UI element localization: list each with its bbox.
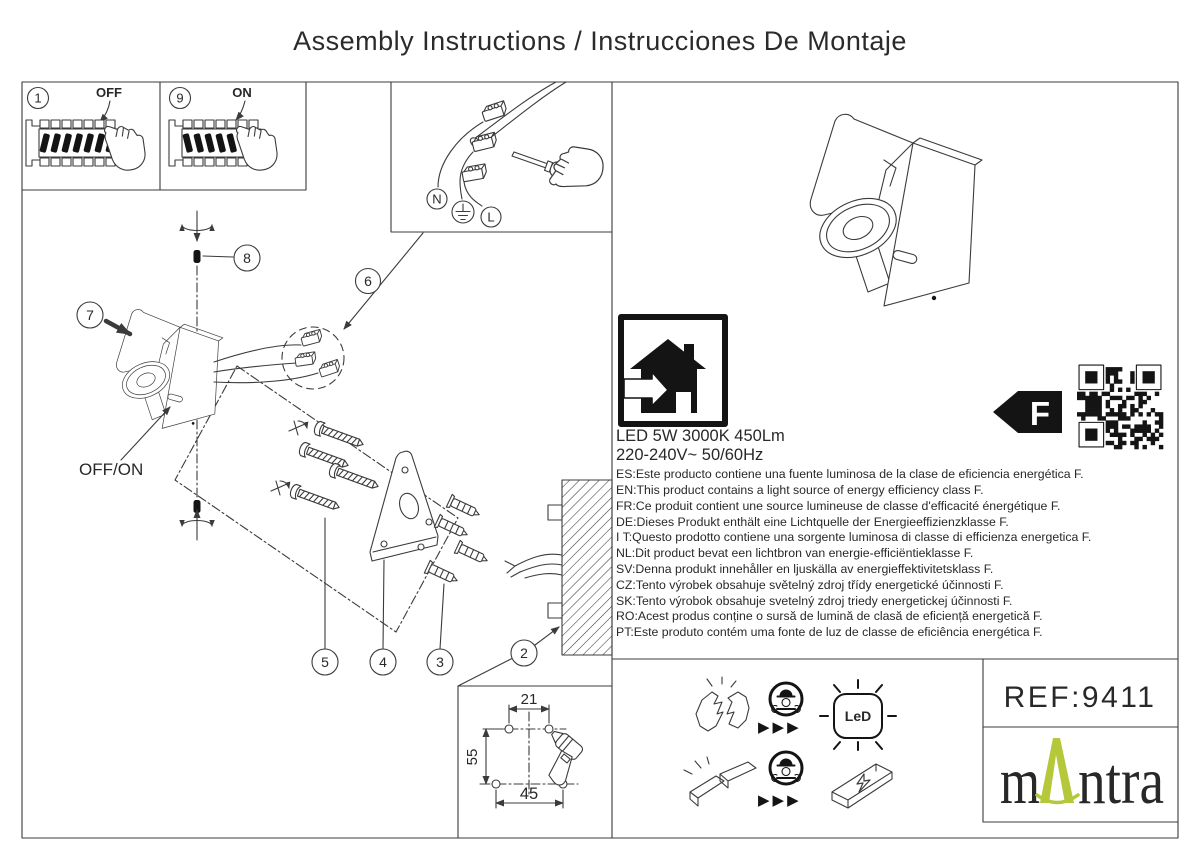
dim-top-width: 21 — [520, 691, 538, 708]
energy-class-letter: F — [1029, 395, 1051, 432]
holding-hand-icon — [547, 144, 605, 188]
product-drawing — [810, 114, 982, 306]
breaker-row-off-icon — [26, 120, 118, 166]
breaker-on-panel — [169, 85, 284, 175]
qr-code — [1077, 365, 1163, 449]
brand-right: ntra — [1078, 745, 1164, 818]
lang-ro: RO:Acest produs conține o sursă de lumină de clasă de eficiență energetică F. — [616, 609, 1043, 623]
set-screw-bottom — [182, 420, 212, 540]
lang-cz: CZ:Tento výrobek obsahuje světelný zdroj třídy energetické účinnosti F. — [616, 578, 1004, 592]
page-title: Assembly Instructions / Instrucciones De Montaje — [293, 26, 907, 56]
frame-lines — [22, 82, 1178, 838]
lang-it: I T:Questo prodotto contiene una sorgente luminosa di classe di efficienza energetica F. — [616, 530, 1092, 544]
neutral-terminal-label: N — [432, 191, 442, 207]
service-icons-row-1 — [696, 677, 896, 750]
breaker-off-label: OFF — [96, 85, 122, 100]
wall-section — [505, 480, 612, 655]
callout-7: 7 — [86, 307, 94, 323]
lamp-spec: LED 5W 3000K 450Lm — [616, 427, 785, 445]
lang-fr: FR:Ce produit contient une source lumineuse de classe d'efficacité énergétique F. — [616, 499, 1061, 513]
broken-driver-icon — [684, 757, 756, 806]
drill-template — [464, 691, 589, 808]
technician-icon — [770, 752, 802, 784]
led-lamp-icon — [820, 680, 896, 750]
brand-caret-icon — [1040, 738, 1074, 803]
callout-5: 5 — [321, 654, 329, 670]
energy-class-arrow — [993, 391, 1062, 433]
dim-bottom-width: 45 — [519, 785, 539, 803]
brand-logo — [1000, 738, 1164, 818]
power-spec: 220-240V~ 50/60Hz — [616, 446, 764, 464]
technician-icon — [770, 683, 802, 715]
service-icons-row-2 — [684, 752, 892, 809]
callout-3: 3 — [436, 654, 444, 670]
led-lamp-label: LeD — [844, 708, 872, 724]
lamp-exploded-view — [116, 310, 222, 429]
breaker-on-label: ON — [232, 85, 252, 100]
lang-en: EN:This product contains a light source of energy efficiency class F. — [616, 483, 984, 497]
breaker-off-panel — [26, 85, 152, 175]
lang-es: ES:Este producto contiene una fuente luminosa de la clase de eficiencia energética F. — [616, 467, 1084, 481]
step-9-number: 9 — [176, 90, 184, 106]
wire-connectors — [282, 327, 344, 389]
indoor-use-icon — [621, 317, 725, 424]
mounting-bracket — [370, 451, 438, 561]
brand-left: m — [1000, 745, 1040, 818]
lang-nl: NL:Dit product bevat een lichtbron van energie-efficiëntieklasse F. — [616, 546, 974, 560]
lang-sk: SK:Tento výrobok obsahuje svetelný zdroj triedy energetickej účinnosti F. — [616, 594, 1013, 608]
lang-pt: PT:Este produto contém uma fonte de luz de classe de eficiência energética F. — [616, 625, 1043, 639]
wiring-detail — [427, 82, 605, 227]
set-screw-top — [182, 211, 233, 342]
language-block — [616, 467, 1091, 639]
replace-arrows: ▶▶▶ — [758, 791, 802, 809]
replace-arrows: ▶▶▶ — [758, 718, 802, 736]
dim-height: 55 — [464, 748, 481, 766]
drill-icon — [529, 727, 589, 788]
broken-led-icon — [696, 677, 749, 731]
callout-4: 4 — [379, 654, 387, 670]
lang-sv: SV:Denna produkt innehåller en ljuskälla av energieffektivitetsklass F. — [616, 562, 994, 576]
live-terminal-label: L — [487, 209, 495, 225]
callout-2: 2 — [520, 645, 528, 661]
led-driver-icon — [832, 764, 892, 808]
step-1-number: 1 — [34, 90, 42, 106]
switch-label: OFF/ON — [79, 460, 144, 479]
earth-icon — [452, 201, 474, 223]
reference-number: REF:9411 — [1003, 681, 1157, 714]
callout-6: 6 — [364, 273, 372, 289]
callout-8: 8 — [243, 250, 251, 266]
lang-de: DE:Dieses Produkt enthält eine Lichtquelle der Energieeffizienzklasse F. — [616, 515, 1009, 529]
